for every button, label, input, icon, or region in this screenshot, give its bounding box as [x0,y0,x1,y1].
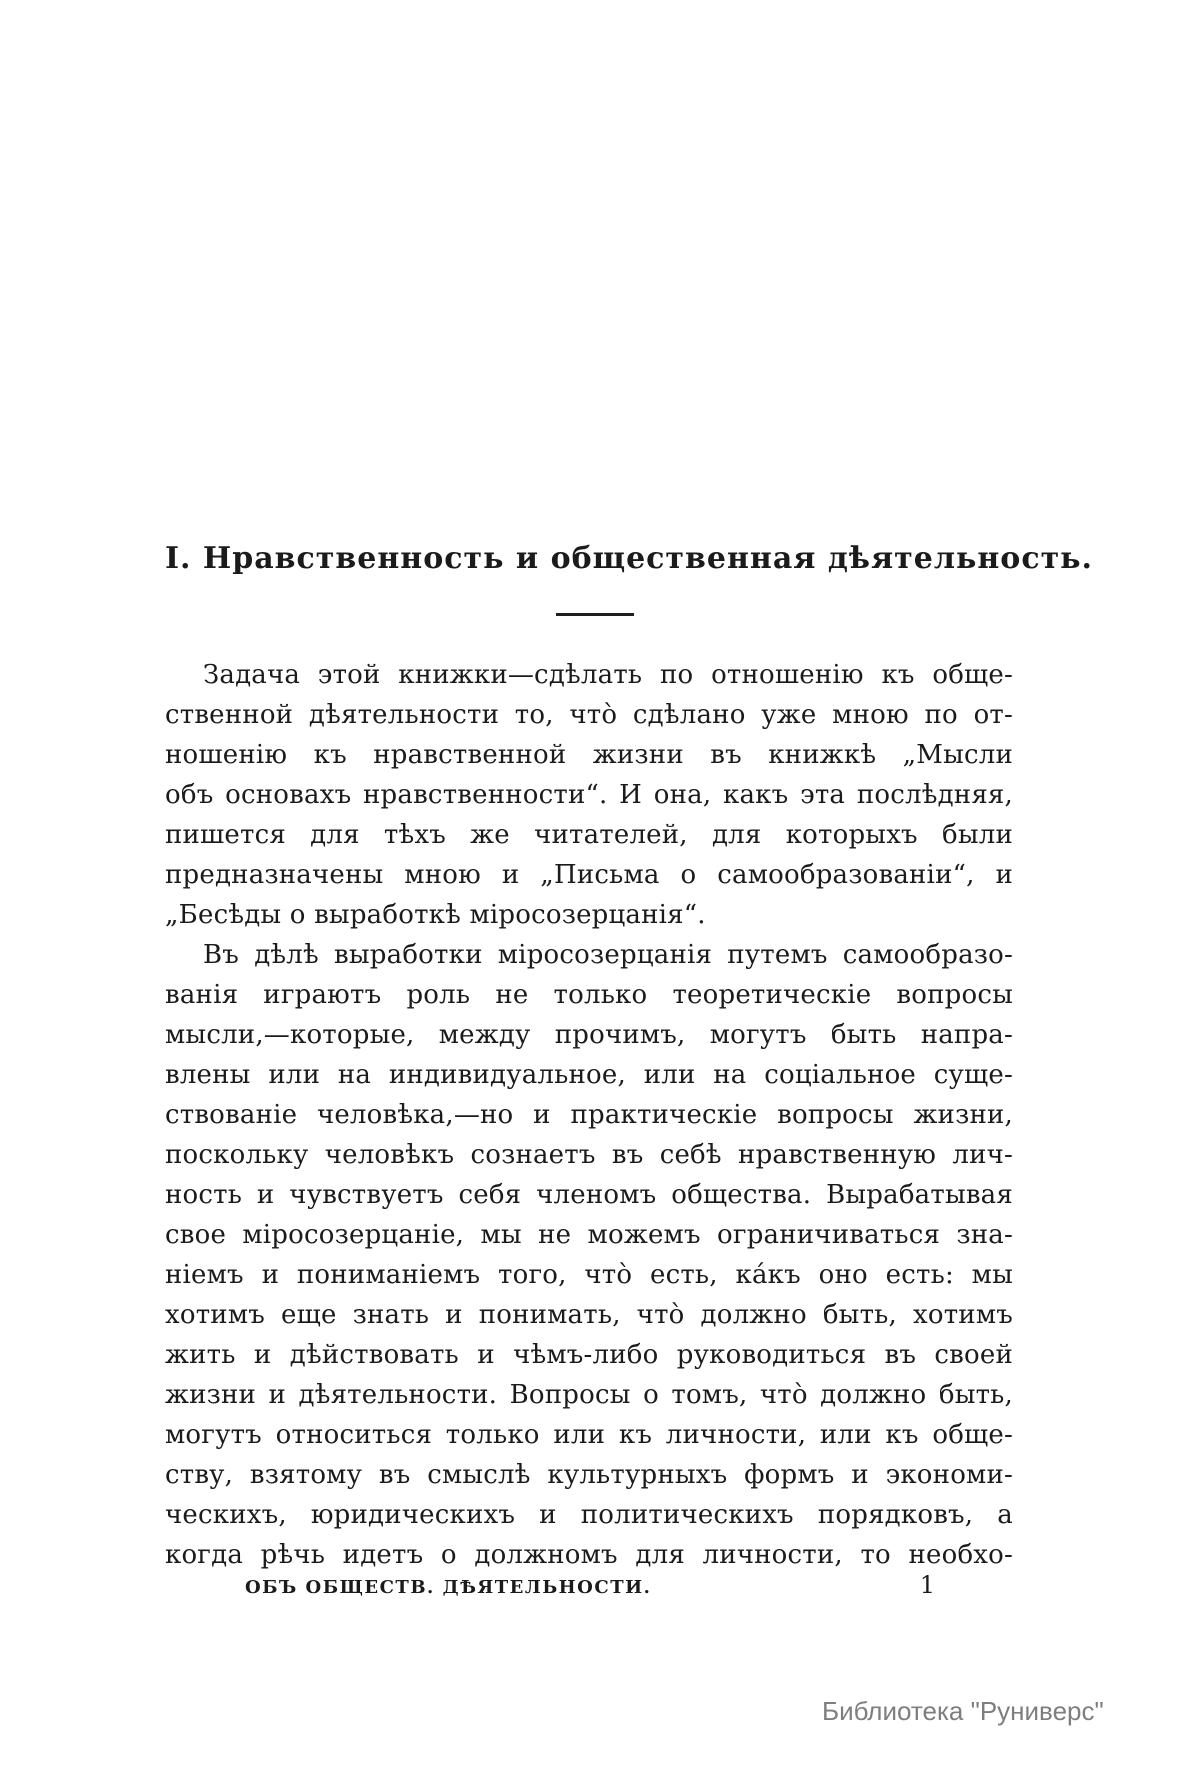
text-line: „Бесѣды о выработкѣ міросозерцанія“. [165,900,706,930]
text-line: ствованіе человѣка,—но и практическіе вопросы жизни, [165,1100,1013,1130]
text-line: Въ дѣлѣ выработки міросозерцанія путемъ самообразо- [203,940,1013,970]
text-line: объ основахъ нравственности“. И она, какъ эта послѣдняя, [165,780,1013,810]
text-line: жить и дѣйствовать и чѣмъ-либо руководиться въ своей [165,1340,1013,1370]
text-line: ность и чувствуетъ себя членомъ общества. Вырабатывая [165,1180,1013,1210]
library-watermark: Библиотека "Руниверс" [822,1696,1104,1726]
page-number: 1 [919,1571,935,1599]
running-title-footer: ОБЪ ОБЩЕСТВ. ДѢЯТЕЛЬНОСТИ. [245,1577,652,1598]
section-divider [556,613,634,616]
text-line: ношенію къ нравственной жизни въ книжкѣ „Мысли [165,740,1013,770]
text-line: жизни и дѣятельности. Вопросы о томъ, что̀ должно быть, [165,1380,1013,1410]
text-line: ванія играютъ роль не только теоретическіе вопросы [165,980,1013,1010]
chapter-heading: I. Нравственность и общественная дѣятельность. [165,541,1093,576]
body-text [165,655,1013,1575]
text-line: влены или на индивидуальное, или на соціальное суще- [165,1060,1013,1090]
text-line: ству, взятому въ смыслѣ культурныхъ формъ и экономи- [165,1460,1013,1490]
text-line: свое міросозерцаніе, мы не можемъ ограничиваться зна- [165,1220,1013,1250]
text-line: когда рѣчь идетъ о должномъ для личности, то необхо- [165,1540,1013,1570]
text-line: ственной дѣятельности то, что̀ сдѣлано уже мною по от- [165,700,1013,730]
text-line: поскольку человѣкъ сознаетъ въ себѣ нравственную лич- [165,1140,1013,1170]
text-line: ческихъ, юридическихъ и политическихъ порядковъ, а [165,1500,1013,1530]
text-line: ніемъ и пониманіемъ того, что̀ есть, ка́къ оно есть: мы [165,1260,1013,1290]
text-line: Задача этой книжки—сдѣлать по отношенію къ обще- [203,660,1013,690]
text-line: могутъ относиться только или къ личности, или къ обще- [165,1420,1013,1450]
text-line: хотимъ еще знать и понимать, что̀ должно быть, хотимъ [165,1300,1013,1330]
text-line: мысли,—которые, между прочимъ, могутъ быть напра- [165,1020,1013,1050]
text-line: предназначены мною и „Письма о самообразованіи“, и [165,860,1013,890]
page-footer [165,1572,1013,1601]
text-line: пишется для тѣхъ же читателей, для которыхъ были [165,820,1013,850]
